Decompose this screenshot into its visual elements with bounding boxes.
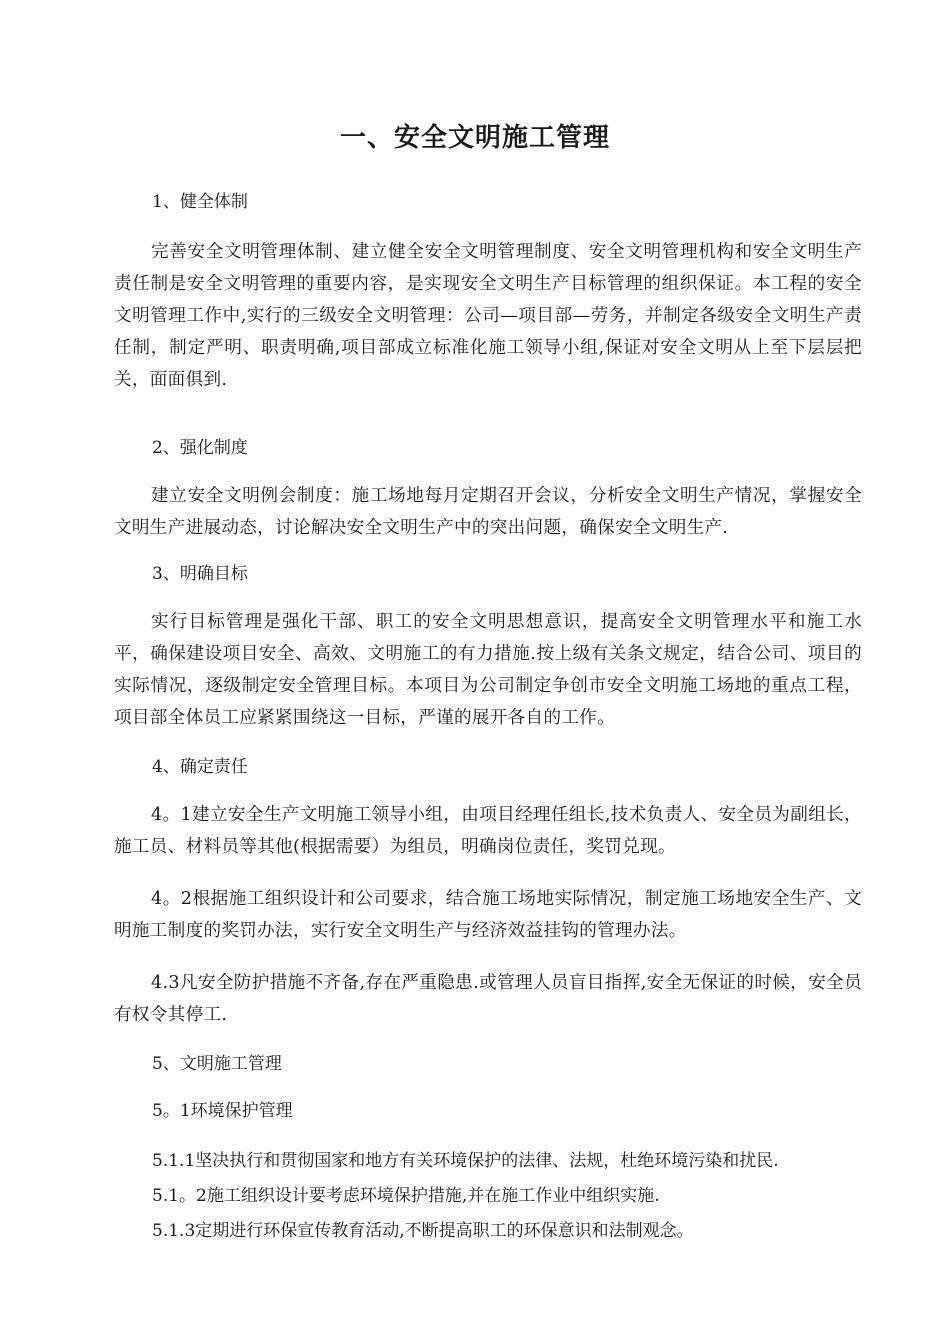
section-heading-4: 4、确定责任 <box>152 757 248 777</box>
section-paragraph-2: 建立安全文明例会制度：施工场地每月定期召开会议，分析安全文明生产情况，掌握安全文明生产进展动态，讨论解决安全文明生产中的突出问题，确保安全文明生产. <box>114 486 862 538</box>
environment-item-2: 5.1。2施工组织设计要考虑环境保护措施,并在施工作业中组织实施. <box>152 1186 660 1206</box>
section-heading-5: 5、文明施工管理 <box>152 1054 282 1074</box>
section-paragraph-3: 实行目标管理是强化干部、职工的安全文明思想意识，提高安全文明管理水平和施工水平，确保建设项目安全、高效、文明施工的有力措施.按上级有关条文规定，结合公司、项目的实际情况，逐级制定安全管理目标。本项目为公司制定争创市安全文明施工场地的重点工程，项目部全体员工应紧紧围绕这一目标，严谨的展开各自的工作。 <box>114 612 862 728</box>
section-heading-3: 3、明确目标 <box>152 564 248 584</box>
section-heading-2: 2、强化制度 <box>152 438 248 458</box>
subsection-heading-5-1: 5。1环境保护管理 <box>152 1101 293 1121</box>
environment-item-3: 5.1.3定期进行环保宣传教育活动,不断提高职工的环保意识和法制观念。 <box>152 1221 694 1241</box>
responsibility-item-3: 4.3凡安全防护措施不齐备,存在严重隐患.或管理人员盲目指挥,安全无保证的时候，安全员有权令其停工. <box>114 973 862 1025</box>
section-heading-1: 1、健全体制 <box>152 192 248 212</box>
responsibility-item-2: 4。2根据施工组织设计和公司要求，结合施工场地实际情况，制定施工场地安全生产、文明施工制度的奖罚办法，实行安全文明生产与经济效益挂钩的管理办法。 <box>114 889 862 941</box>
section-paragraph-1: 完善安全文明管理体制、建立健全安全文明管理制度、安全文明管理机构和安全文明生产责任制是安全文明管理的重要内容，是实现安全文明生产目标管理的组织保证。本工程的安全文明管理工作中,实行的三级安全文明管理：公司—项目部—劳务，并制定各级安全文明生产责任制，制定严明、职责明确,项目部成立标准化施工领导小组,保证对安全文明从上至下层层把关，面面俱到. <box>114 242 862 390</box>
environment-item-1: 5.1.1坚决执行和贯彻国家和地方有关环境保护的法律、法规，杜绝环境污染和扰民. <box>152 1151 779 1171</box>
responsibility-item-1: 4。1建立安全生产文明施工领导小组，由项目经理任组长,技术负责人、安全员为副组长，施工员、材料员等其他(根据需要）为组员，明确岗位责任，奖罚兑现。 <box>114 805 862 857</box>
page-title: 一、安全文明施工管理 <box>339 123 610 153</box>
